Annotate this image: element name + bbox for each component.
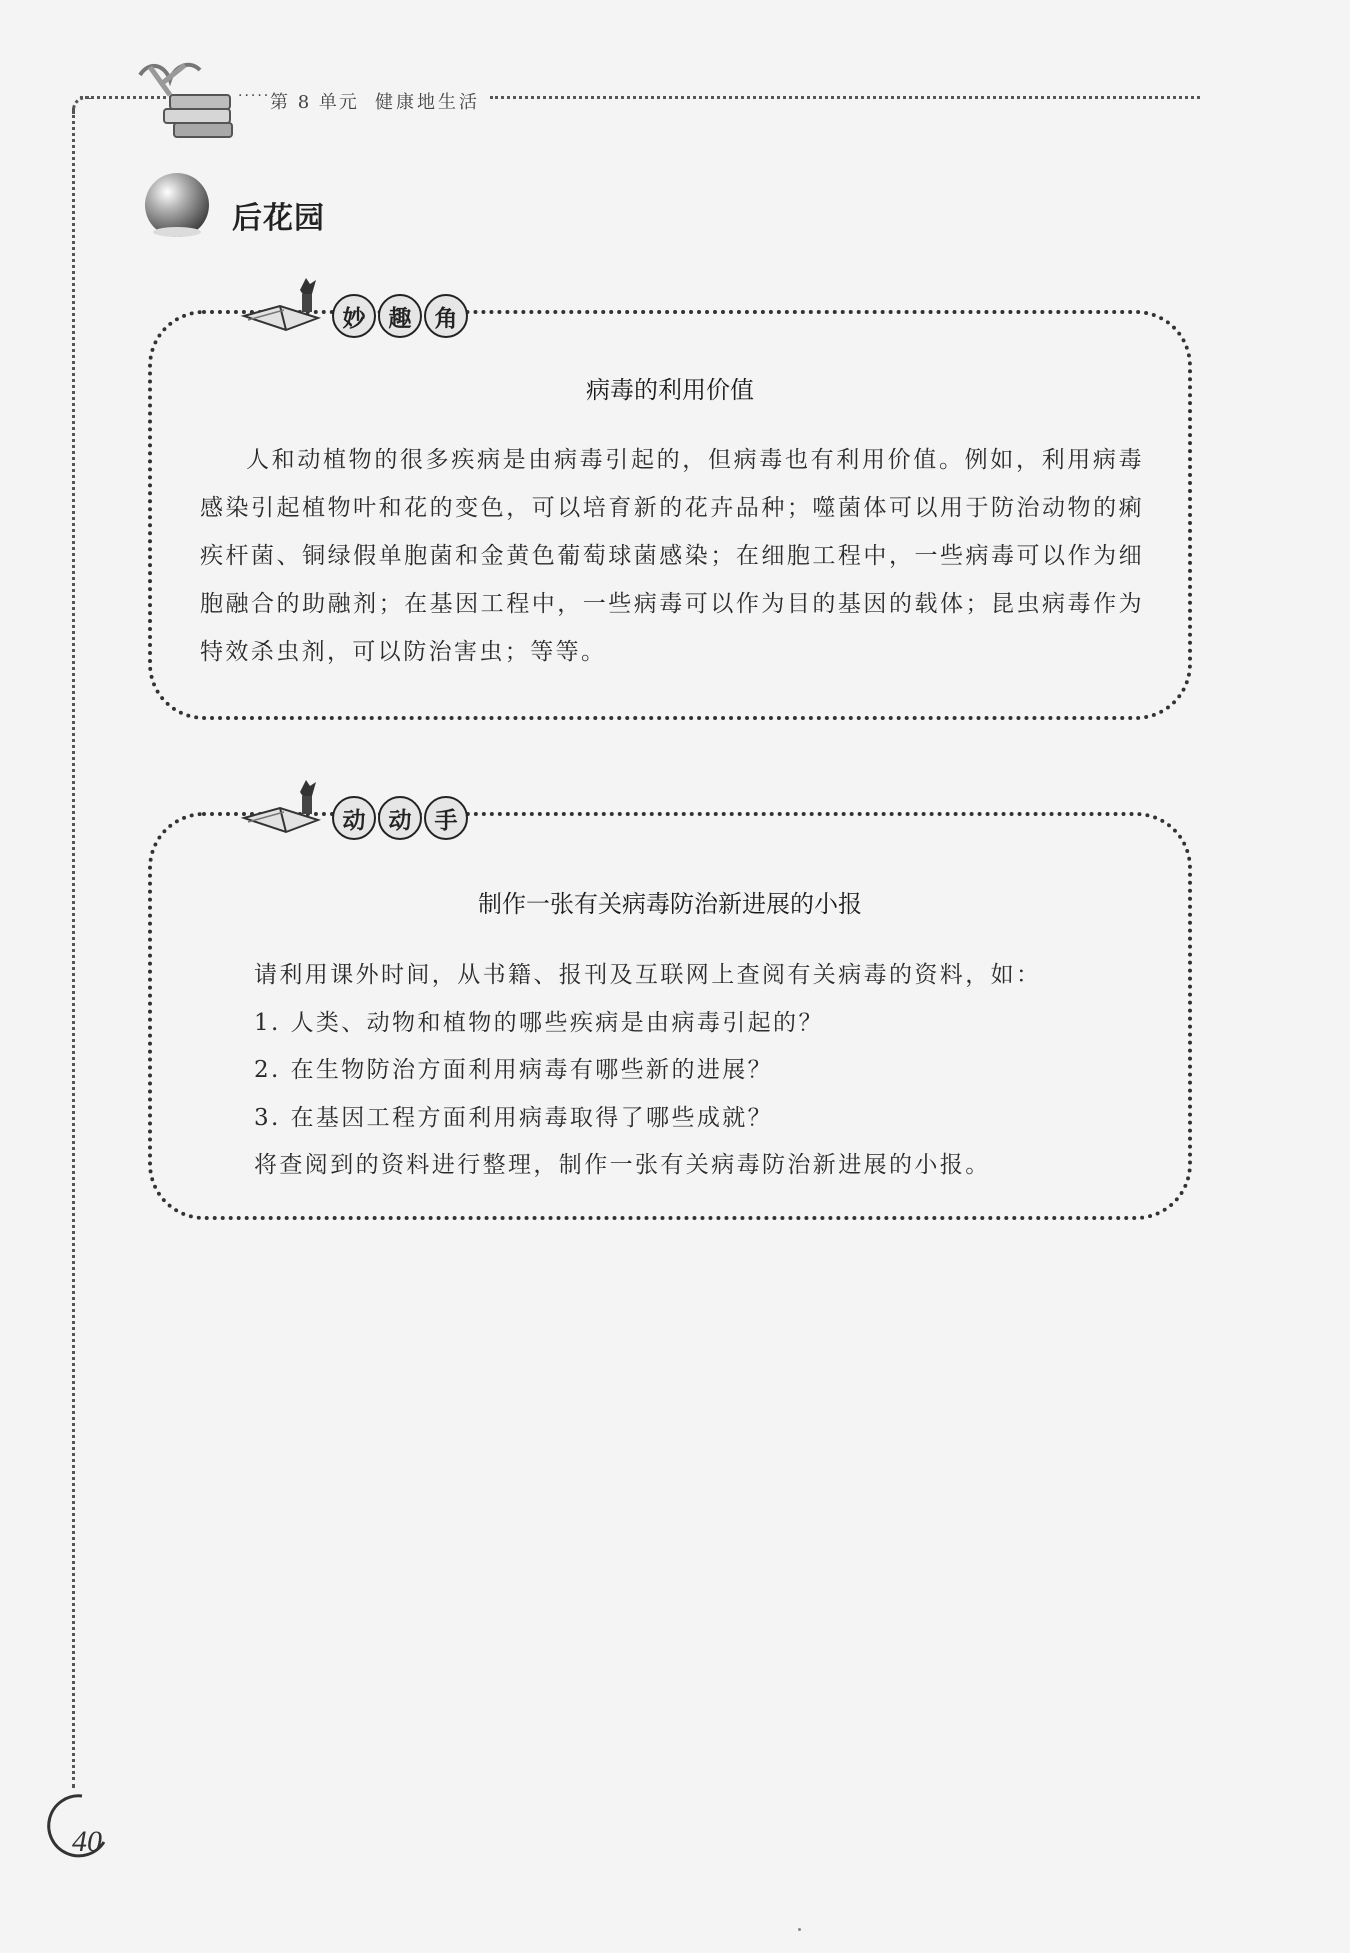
tab-char: 手	[424, 796, 468, 840]
list-item: 2. 在生物防治方面利用病毒有哪些新的进展？	[254, 1057, 774, 1083]
fun-corner-body: 人和动植物的很多疾病是由病毒引起的，但病毒也有利用价值。例如，利用病毒感染引起植物叶和花的变色，可以培育新的花卉品种；噬菌体可以用于防治动物的痢疾杆菌、铜绿假单胞菌和金黄色葡萄球菌感染；在细胞工程中，一些病毒可以作为细胞融合的助融剂；在基因工程中，一些病毒可以作为目的基因的载体；昆虫病毒作为特效杀虫剂，可以防治害虫；等等。	[200, 447, 1144, 665]
frame-top-rail-right	[490, 96, 1200, 99]
footer-mark	[798, 1928, 801, 1931]
unit-label: 第 8 单元	[270, 92, 359, 113]
tab-char: 角	[424, 294, 468, 338]
tab-char: 趣	[378, 294, 422, 338]
fun-corner-title: 病毒的利用价值	[586, 376, 754, 404]
list-item: 3. 在基因工程方面利用病毒取得了哪些成就？	[254, 1104, 774, 1131]
globe-icon	[142, 170, 212, 240]
list-item: 1. 人类、动物和植物的哪些疾病是由病毒引起的？	[254, 1009, 824, 1036]
unit-title: 健康地生活	[375, 92, 480, 113]
books-icon	[130, 55, 240, 145]
hands-on-title: 制作一张有关病毒防治新进展的小报	[478, 890, 862, 918]
tab-char: 动	[332, 796, 376, 840]
frame-left-rail	[72, 108, 75, 1788]
open-book-icon	[240, 774, 332, 838]
fun-corner-box	[148, 310, 1192, 720]
header-dots: ·····	[238, 88, 271, 104]
hands-on-list	[254, 952, 1148, 1190]
hands-on-box	[148, 812, 1192, 1220]
hands-on-conclusion: 将查阅到的资料进行整理，制作一张有关病毒防治新进展的小报。	[254, 1152, 991, 1178]
tab-char: 动	[378, 796, 422, 840]
hands-on-tab-label	[332, 796, 470, 840]
open-book-icon	[240, 272, 332, 336]
section-title: 后花园	[232, 201, 325, 236]
fun-corner-tab-label	[332, 294, 470, 338]
page-number: 40	[72, 1825, 102, 1858]
tab-char: 妙	[332, 294, 376, 338]
hands-on-intro: 请利用课外时间，从书籍、报刊及互联网上查阅有关病毒的资料，如：	[254, 962, 1042, 988]
